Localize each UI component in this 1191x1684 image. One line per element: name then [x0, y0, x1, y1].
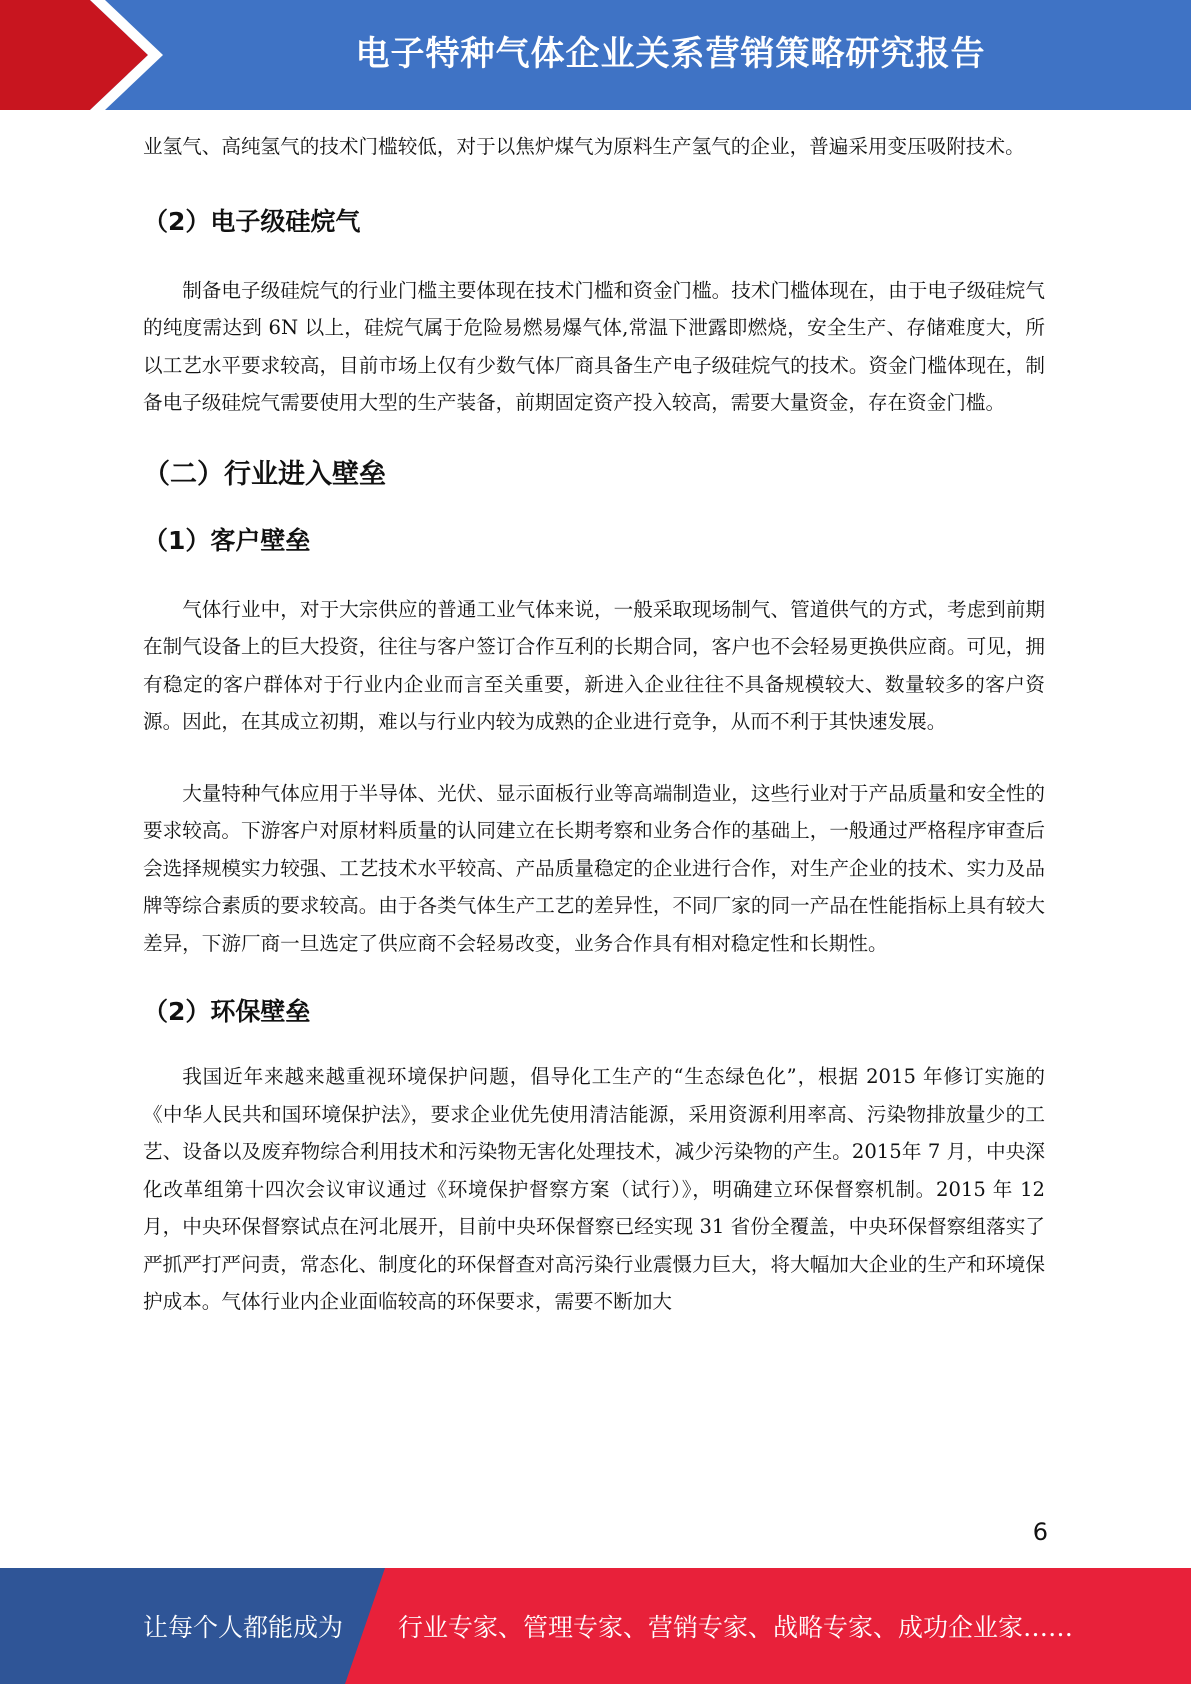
silane-paragraph: 制备电子级硅烷气的行业门槛主要体现在技术门槛和资金门槛。技术门槛体现在，由于电子级硅烷气的纯度需达到 6N 以上，硅烷气属于危险易燃易爆气体,常温下泄露即燃烧，安全生产、存储难度大，所以工艺水平要求较高，目前市场上仅有少数气体厂商具备生产电子级硅烷气的技术。资金门槛体现在，制备电子级硅烷气需要使用大型的生产装备，前期固定资产投入较高，需要大量资金，存在资金门槛。: [143, 278, 1045, 414]
heading-customer-barrier: （1）客户壁垒: [143, 525, 311, 555]
footer-slogan-left: 让每个人都能成为: [143, 1613, 344, 1642]
customer-paragraph-1: 气体行业中，对于大宗供应的普通工业气体来说，一般采取现场制气、管道供气的方式，考虑到前期在制气设备上的巨大投资，往往与客户签订合作互利的长期合同，客户也不会轻易更换供应商。可见，拥有稳定的客户群体对于行业内企业而言至关重要，新进入企业往往不具备规模较大、数量较多的客户资源。因此，在其成立初期，难以与行业内较为成熟的企业进行竞争，从而不利于其快速发展。: [143, 597, 1045, 733]
customer-paragraph-2: 大量特种气体应用于半导体、光伏、显示面板行业等高端制造业，这些行业对于产品质量和安全性的要求较高。下游客户对原材料质量的认同建立在长期考察和业务合作的基础上，一般通过严格程序审查后会选择规模实力较强、工艺技术水平较高、产品质量稳定的企业进行合作，对生产企业的技术、实力及品牌等综合素质的要求较高。由于各类气体生产工艺的差异性，不同厂家的同一产品在性能指标上具有较大差异，下游厂商一旦选定了供应商不会轻易改变，业务合作具有相对稳定性和长期性。: [143, 781, 1045, 955]
page-number: 6: [1032, 1518, 1048, 1546]
page-header: [0, 0, 1191, 110]
heading-silane: （2）电子级硅烷气: [143, 206, 361, 236]
heading-environmental-barrier: （2）环保壁垒: [143, 997, 311, 1026]
footer-slogan-right: 行业专家、管理专家、营销专家、战略专家、成功企业家……: [398, 1613, 1074, 1642]
page-content: [143, 128, 1045, 1321]
report-title: 电子特种气体企业关系营销策略研究报告: [355, 34, 986, 74]
intro-paragraph: 业氢气、高纯氢气的技术门槛较低，对于以焦炉煤气为原料生产氢气的企业，普遍采用变压吸附技术。: [143, 135, 1025, 158]
environment-paragraph: 我国近年来越来越重视环境保护问题，倡导化工生产的“生态绿色化”，根据 2015 年修订实施的《中华人民共和国环境保护法》，要求企业优先使用清洁能源，采用资源利用率高、污染物排放量少的工艺、设备以及废弃物综合利用技术和污染物无害化处理技术，减少污染物的产生。2015年 7 月，中央深化改革组第十四次会议审议通过《环境保护督察方案（试行）》，明确建立环保督察机制。2015 年 12 月，中央环保督察试点在河北展开，目前中央环保督察已经实现 31 省份全覆盖，中央环保督察组落实了严抓严打严问责，常态化、制度化的环保督查对高污染行业震慑力巨大，将大幅加大企业的生产和环境保护成本。气体行业内企业面临较高的环保要求，需要不断加大: [143, 1065, 1045, 1313]
heading-entry-barriers: （二）行业进入壁垒: [143, 458, 386, 490]
page-footer: [0, 1568, 1191, 1684]
